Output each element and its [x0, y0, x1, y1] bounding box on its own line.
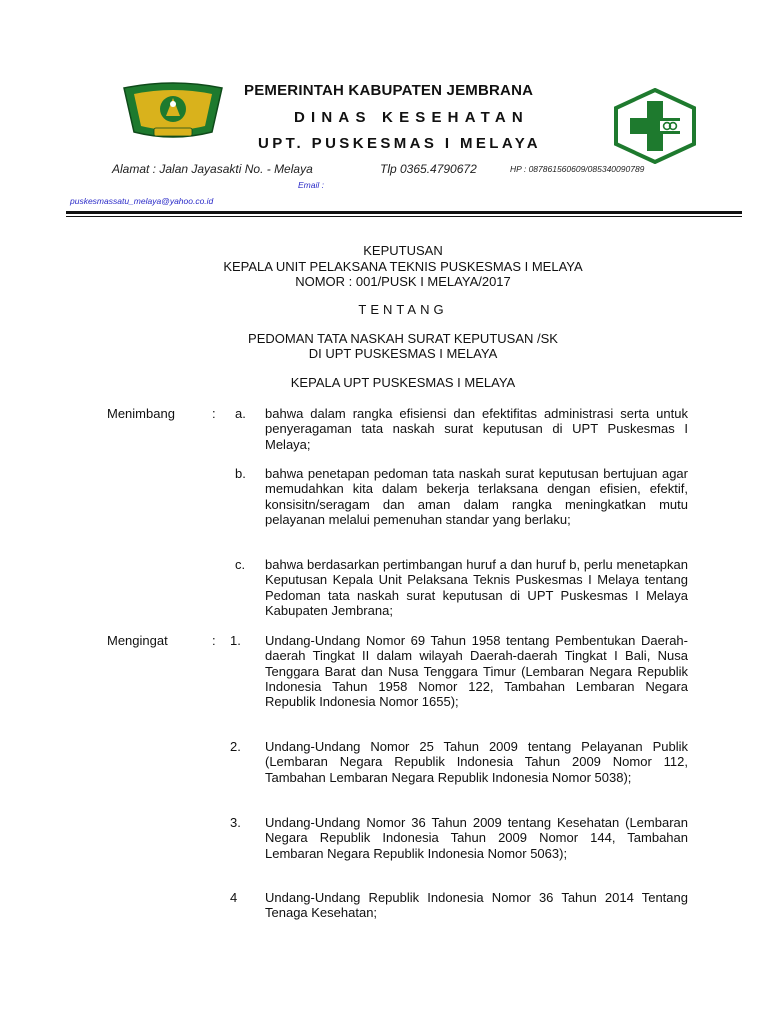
mengingat-label: Mengingat	[107, 633, 168, 648]
menimbang-colon: :	[212, 406, 216, 421]
consideration-text: bahwa penetapan pedoman tata naskah surat keputusan bertujuan agar memudahkan kita dalam bekerja terlaksana dengan efisien, efektif, konsisitn/seragam dan aman dalam rangka meningkatkan mutu pelayanan melalui pemenuhan standar yang berlaku;	[265, 466, 688, 527]
official-title: KEPALA UPT PUSKESMAS I MELAYA	[290, 375, 516, 390]
legal-basis-text: Undang-Undang Nomor 69 Tahun 1958 tentang Pembentukan Daerah-daerah Tingkat II dalam wilayah Daerah-daerah Tingkat I Bali, Nusa Tenggara Barat dan Nusa Tenggara Timur (Lembaran Negara Republik Indonesia Tahun 1958 Nomor 122, Tambahan Lembaran Negara Republik Indonesia Nomor 1655);	[265, 633, 688, 710]
decree-number: NOMOR : 001/PUSK I MELAYA/2017	[295, 274, 511, 289]
legal-basis-text: Undang-Undang Nomor 36 Tahun 2009 tentang Kesehatan (Lembaran Negara Republik Indonesia Tahun 2009 Nomor 144, Tambahan Lembaran Negara Republik Indonesia Nomor 5063);	[265, 815, 688, 861]
puskesmas-logo-icon	[612, 88, 698, 164]
consideration-marker: b.	[235, 466, 246, 481]
decree-heading: KEPUTUSAN	[363, 243, 443, 258]
address: Alamat : Jalan Jayasakti No. - Melaya	[112, 162, 313, 176]
legal-basis-text: Undang-Undang Republik Indonesia Nomor 36 Tahun 2014 Tentang Tenaga Kesehatan;	[265, 890, 688, 921]
mengingat-colon: :	[212, 633, 216, 648]
decree-subject-line1: PEDOMAN TATA NASKAH SURAT KEPUTUSAN /SK	[248, 331, 558, 346]
tentang-heading: TENTANG	[358, 302, 448, 317]
legal-basis-marker: 4	[230, 890, 238, 905]
consideration-text: bahwa berdasarkan pertimbangan huruf a dan huruf b, perlu menetapkan Keputusan Kepala Unit Pelaksana Teknis Puskesmas I Melaya tentang Pedoman tata naskah surat keputusan di UPT Puskesmas I Melaya Kabupaten Jembrana;	[265, 557, 688, 618]
legal-basis-marker: 3.	[230, 815, 241, 830]
government-name: PEMERINTAH KABUPATEN JEMBRANA	[244, 82, 534, 99]
jembrana-regency-emblem-icon	[120, 82, 226, 140]
email-address[interactable]: puskesmassatu_melaya@yahoo.co.id	[70, 196, 214, 206]
consideration-marker: a.	[235, 406, 246, 421]
decree-issuer: KEPALA UNIT PELAKSANA TEKNIS PUSKESMAS I MELAYA	[223, 259, 583, 274]
unit-name: UPT. PUSKESMAS I MELAYA	[258, 135, 541, 152]
menimbang-label: Menimbang	[107, 406, 175, 421]
consideration-marker: c.	[235, 557, 246, 572]
email-label: Email :	[298, 180, 324, 190]
phone: Tlp 0365.4790672	[380, 162, 477, 176]
department-name: DINAS KESEHATAN	[294, 109, 529, 126]
consideration-text: bahwa dalam rangka efisiensi dan efektifitas administrasi serta untuk penyeragaman tata naskah surat keputusan di UPT Puskesmas I Melaya;	[265, 406, 688, 452]
legal-basis-marker: 1.	[230, 633, 241, 648]
decree-subject-line2: DI UPT PUSKESMAS I MELAYA	[308, 346, 498, 361]
legal-basis-marker: 2.	[230, 739, 241, 754]
header-rule-thin	[66, 216, 742, 217]
legal-basis-text: Undang-Undang Nomor 25 Tahun 2009 tentang Pelayanan Publik (Lembaran Negara Republik Indonesia Tahun 2009 Nomor 112, Tambahan Lembaran Negara Republik Indonesia Nomor 5038);	[265, 739, 688, 785]
header-rule-thick	[66, 211, 742, 214]
mobile-phone: HP : 087861560609/085340090789	[510, 164, 645, 174]
